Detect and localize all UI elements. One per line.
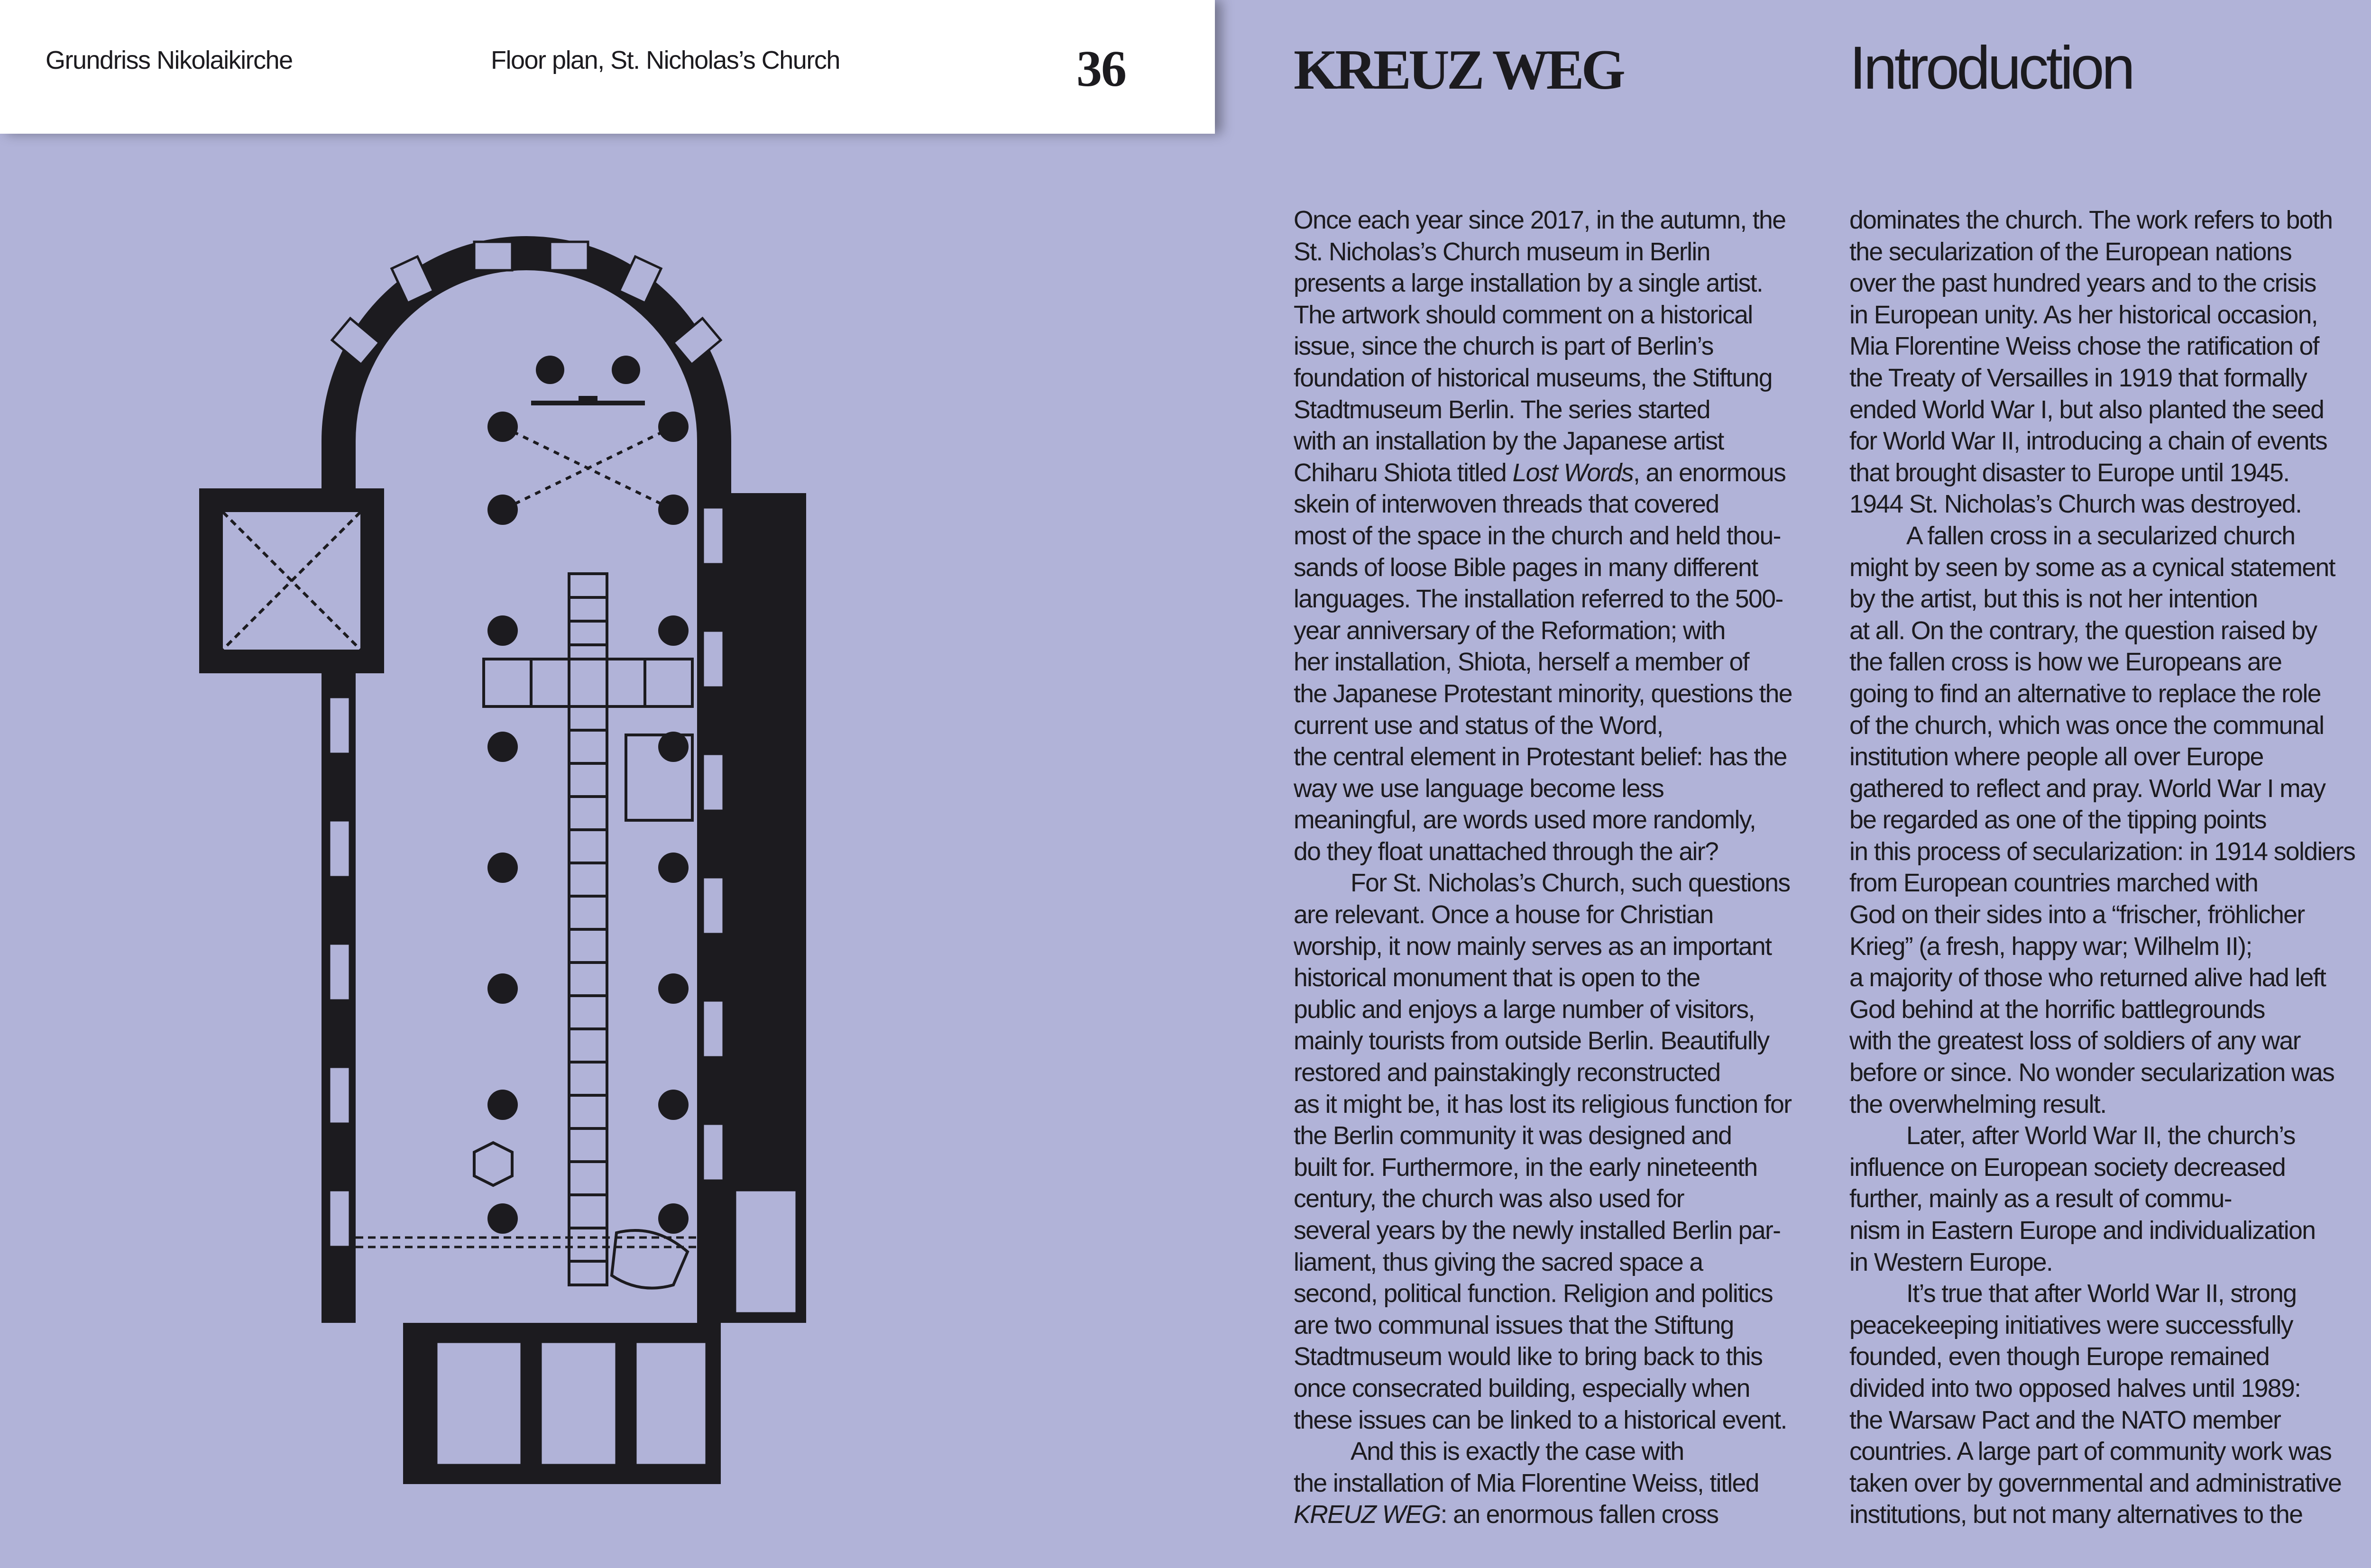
- text-line: with an installation by the Japanese artist: [1294, 427, 1724, 456]
- text-line: most of the space in the church and held thou-: [1294, 522, 1781, 550]
- text-line: further, mainly as a result of commu-: [1849, 1185, 2232, 1213]
- text-line: the fallen cross is how we Europeans are: [1849, 648, 2282, 677]
- text-line: the Berlin community it was designed and: [1294, 1122, 1732, 1150]
- text-line: Once each year since 2017, in the autumn, the: [1294, 206, 1786, 234]
- text-line: nism in Eastern Europe and individualization: [1849, 1217, 2316, 1245]
- text-line: God behind at the horrific battlegrounds: [1849, 995, 2265, 1024]
- text-line: gathered to reflect and pray. World War I may: [1849, 774, 2325, 803]
- text-line: the Warsaw Pact and the NATO member: [1849, 1406, 2281, 1434]
- plan-columns: [487, 356, 689, 1234]
- text-line: presents a large installation by a single artist.: [1294, 269, 1763, 298]
- text-line: skein of interwoven threads that covered: [1294, 490, 1719, 519]
- text-line: as it might be, it has lost its religious function for: [1294, 1090, 1792, 1119]
- text-line: year anniversary of the Reformation; with: [1294, 616, 1725, 645]
- text-line: these issues can be linked to a historical event.: [1294, 1406, 1787, 1434]
- text-line: the installation of Mia Florentine Weiss, titled: [1294, 1469, 1759, 1497]
- text-line: taken over by governmental and administrative: [1849, 1469, 2342, 1497]
- text-line: with the greatest loss of soldiers of any war: [1849, 1027, 2300, 1055]
- text-column-left: [1294, 205, 1853, 1531]
- text-line: KREUZ WEG: an enormous fallen cross: [1294, 1501, 1719, 1529]
- text-line: And this is exactly the case with: [1351, 1438, 1684, 1466]
- caption-english: Floor plan, St. Nicholas’s Church: [491, 46, 840, 74]
- text-line: before or since. No wonder secularization was: [1849, 1059, 2334, 1087]
- text-line: It’s true that after World War II, strong: [1906, 1280, 2297, 1308]
- text-line: over the past hundred years and to the crisis: [1849, 269, 2316, 298]
- text-line: foundation of historical museums, the Stiftung: [1294, 364, 1772, 392]
- text-line: the overwhelming result.: [1849, 1090, 2106, 1119]
- text-line: 1944 St. Nicholas’s Church was destroyed.: [1849, 490, 2302, 519]
- text-line: the central element in Protestant belief: has the: [1294, 743, 1787, 771]
- text-line: God on their sides into a “frischer, fröhlicher: [1849, 901, 2305, 929]
- text-line: The artwork should comment on a historical: [1294, 301, 1753, 329]
- page-number: 36: [1076, 41, 1126, 97]
- church-floor-plan: [199, 204, 854, 1522]
- text-line: restored and painstakingly reconstructed: [1294, 1059, 1720, 1087]
- text-line: current use and status of the Word,: [1294, 711, 1663, 740]
- text-line: might by seen by some as a cynical statement: [1849, 553, 2335, 582]
- text-line: century, the church was also used for: [1294, 1185, 1684, 1213]
- text-line: from European countries marched with: [1849, 869, 2258, 898]
- text-line: in this process of secularization: in 1914 soldiers: [1849, 837, 2355, 866]
- page-title: KREUZ WEG: [1294, 38, 1623, 101]
- left-page-header: [0, 0, 1215, 134]
- text-line: ended World War I, but also planted the seed: [1849, 395, 2324, 424]
- text-line: Stadtmuseum would like to bring back to this: [1294, 1343, 1763, 1371]
- text-line: once consecrated building, especially when: [1294, 1374, 1750, 1403]
- text-line: peacekeeping initiatives were successfully: [1849, 1311, 2293, 1339]
- text-line: institutions, but not many alternatives to the: [1849, 1501, 2303, 1529]
- text-line: meaningful, are words used more randomly,: [1294, 806, 1756, 834]
- text-line: way we use language become less: [1294, 774, 1664, 803]
- text-line: countries. A large part of community work was: [1849, 1438, 2332, 1466]
- text-line: the Japanese Protestant minority, questions the: [1294, 679, 1792, 708]
- text-line: several years by the newly installed Berlin par-: [1294, 1217, 1781, 1245]
- text-line: worship, it now mainly serves as an important: [1294, 932, 1772, 961]
- text-line: that brought disaster to Europe until 1945.: [1849, 458, 2289, 487]
- text-line: for World War II, introducing a chain of events: [1849, 427, 2327, 456]
- text-line: Krieg” (a fresh, happy war; Wilhelm II);: [1849, 932, 2252, 961]
- text-line: second, political function. Religion and politics: [1294, 1280, 1773, 1308]
- text-column-right: [1849, 205, 2371, 1531]
- text-line: in Western Europe.: [1849, 1248, 2053, 1276]
- plan-cross-installation: [474, 574, 692, 1288]
- text-line: public and enjoys a large number of visitors,: [1294, 995, 1755, 1024]
- caption-german: Grundriss Nikolaikirche: [46, 46, 293, 74]
- text-line: Mia Florentine Weiss chose the ratification of: [1849, 332, 2319, 361]
- text-line: St. Nicholas’s Church museum in Berlin: [1294, 238, 1710, 266]
- text-line: her installation, Shiota, herself a member of: [1294, 648, 1749, 677]
- text-line: are two communal issues that the Stiftung: [1294, 1311, 1734, 1339]
- text-line: sands of loose Bible pages in many different: [1294, 553, 1758, 582]
- text-line: liament, thus giving the sacred space a: [1294, 1248, 1703, 1276]
- text-line: of the church, which was once the communal: [1849, 711, 2324, 740]
- text-line: going to find an alternative to replace the role: [1849, 679, 2321, 708]
- text-line: influence on European society decreased: [1849, 1153, 2286, 1182]
- text-line: at all. On the contrary, the question raised by: [1849, 616, 2317, 645]
- text-line: institution where people all over Europe: [1849, 743, 2263, 771]
- text-line: built for. Furthermore, in the early nineteenth: [1294, 1153, 1757, 1182]
- text-line: Chiharu Shiota titled Lost Words, an enormous: [1294, 458, 1786, 487]
- text-line: divided into two opposed halves until 1989:: [1849, 1374, 2301, 1403]
- section-title: Introduction: [1849, 34, 2132, 102]
- text-line: Stadtmuseum Berlin. The series started: [1294, 395, 1710, 424]
- text-line: A fallen cross in a secularized church: [1906, 522, 2295, 550]
- text-line: dominates the church. The work refers to both: [1849, 206, 2333, 234]
- text-line: historical monument that is open to the: [1294, 964, 1700, 992]
- text-line: the Treaty of Versailles in 1919 that formally: [1849, 364, 2307, 392]
- text-line: a majority of those who returned alive had left: [1849, 964, 2326, 992]
- text-line: be regarded as one of the tipping points: [1849, 806, 2266, 834]
- text-line: mainly tourists from outside Berlin. Beautifully: [1294, 1027, 1769, 1055]
- text-line: do they float unattached through the air?: [1294, 837, 1719, 866]
- text-line: Later, after World War II, the church’s: [1906, 1122, 2295, 1150]
- text-line: in European unity. As her historical occasion,: [1849, 301, 2318, 329]
- text-line: by the artist, but this is not her intention: [1849, 585, 2258, 614]
- text-line: founded, even though Europe remained: [1849, 1343, 2270, 1371]
- text-line: issue, since the church is part of Berlin’s: [1294, 332, 1713, 361]
- text-line: languages. The installation referred to the 500-: [1294, 585, 1783, 614]
- text-line: the secularization of the European nations: [1849, 238, 2292, 266]
- text-line: For St. Nicholas’s Church, such questions: [1351, 869, 1790, 898]
- text-line: are relevant. Once a house for Christian: [1294, 901, 1713, 929]
